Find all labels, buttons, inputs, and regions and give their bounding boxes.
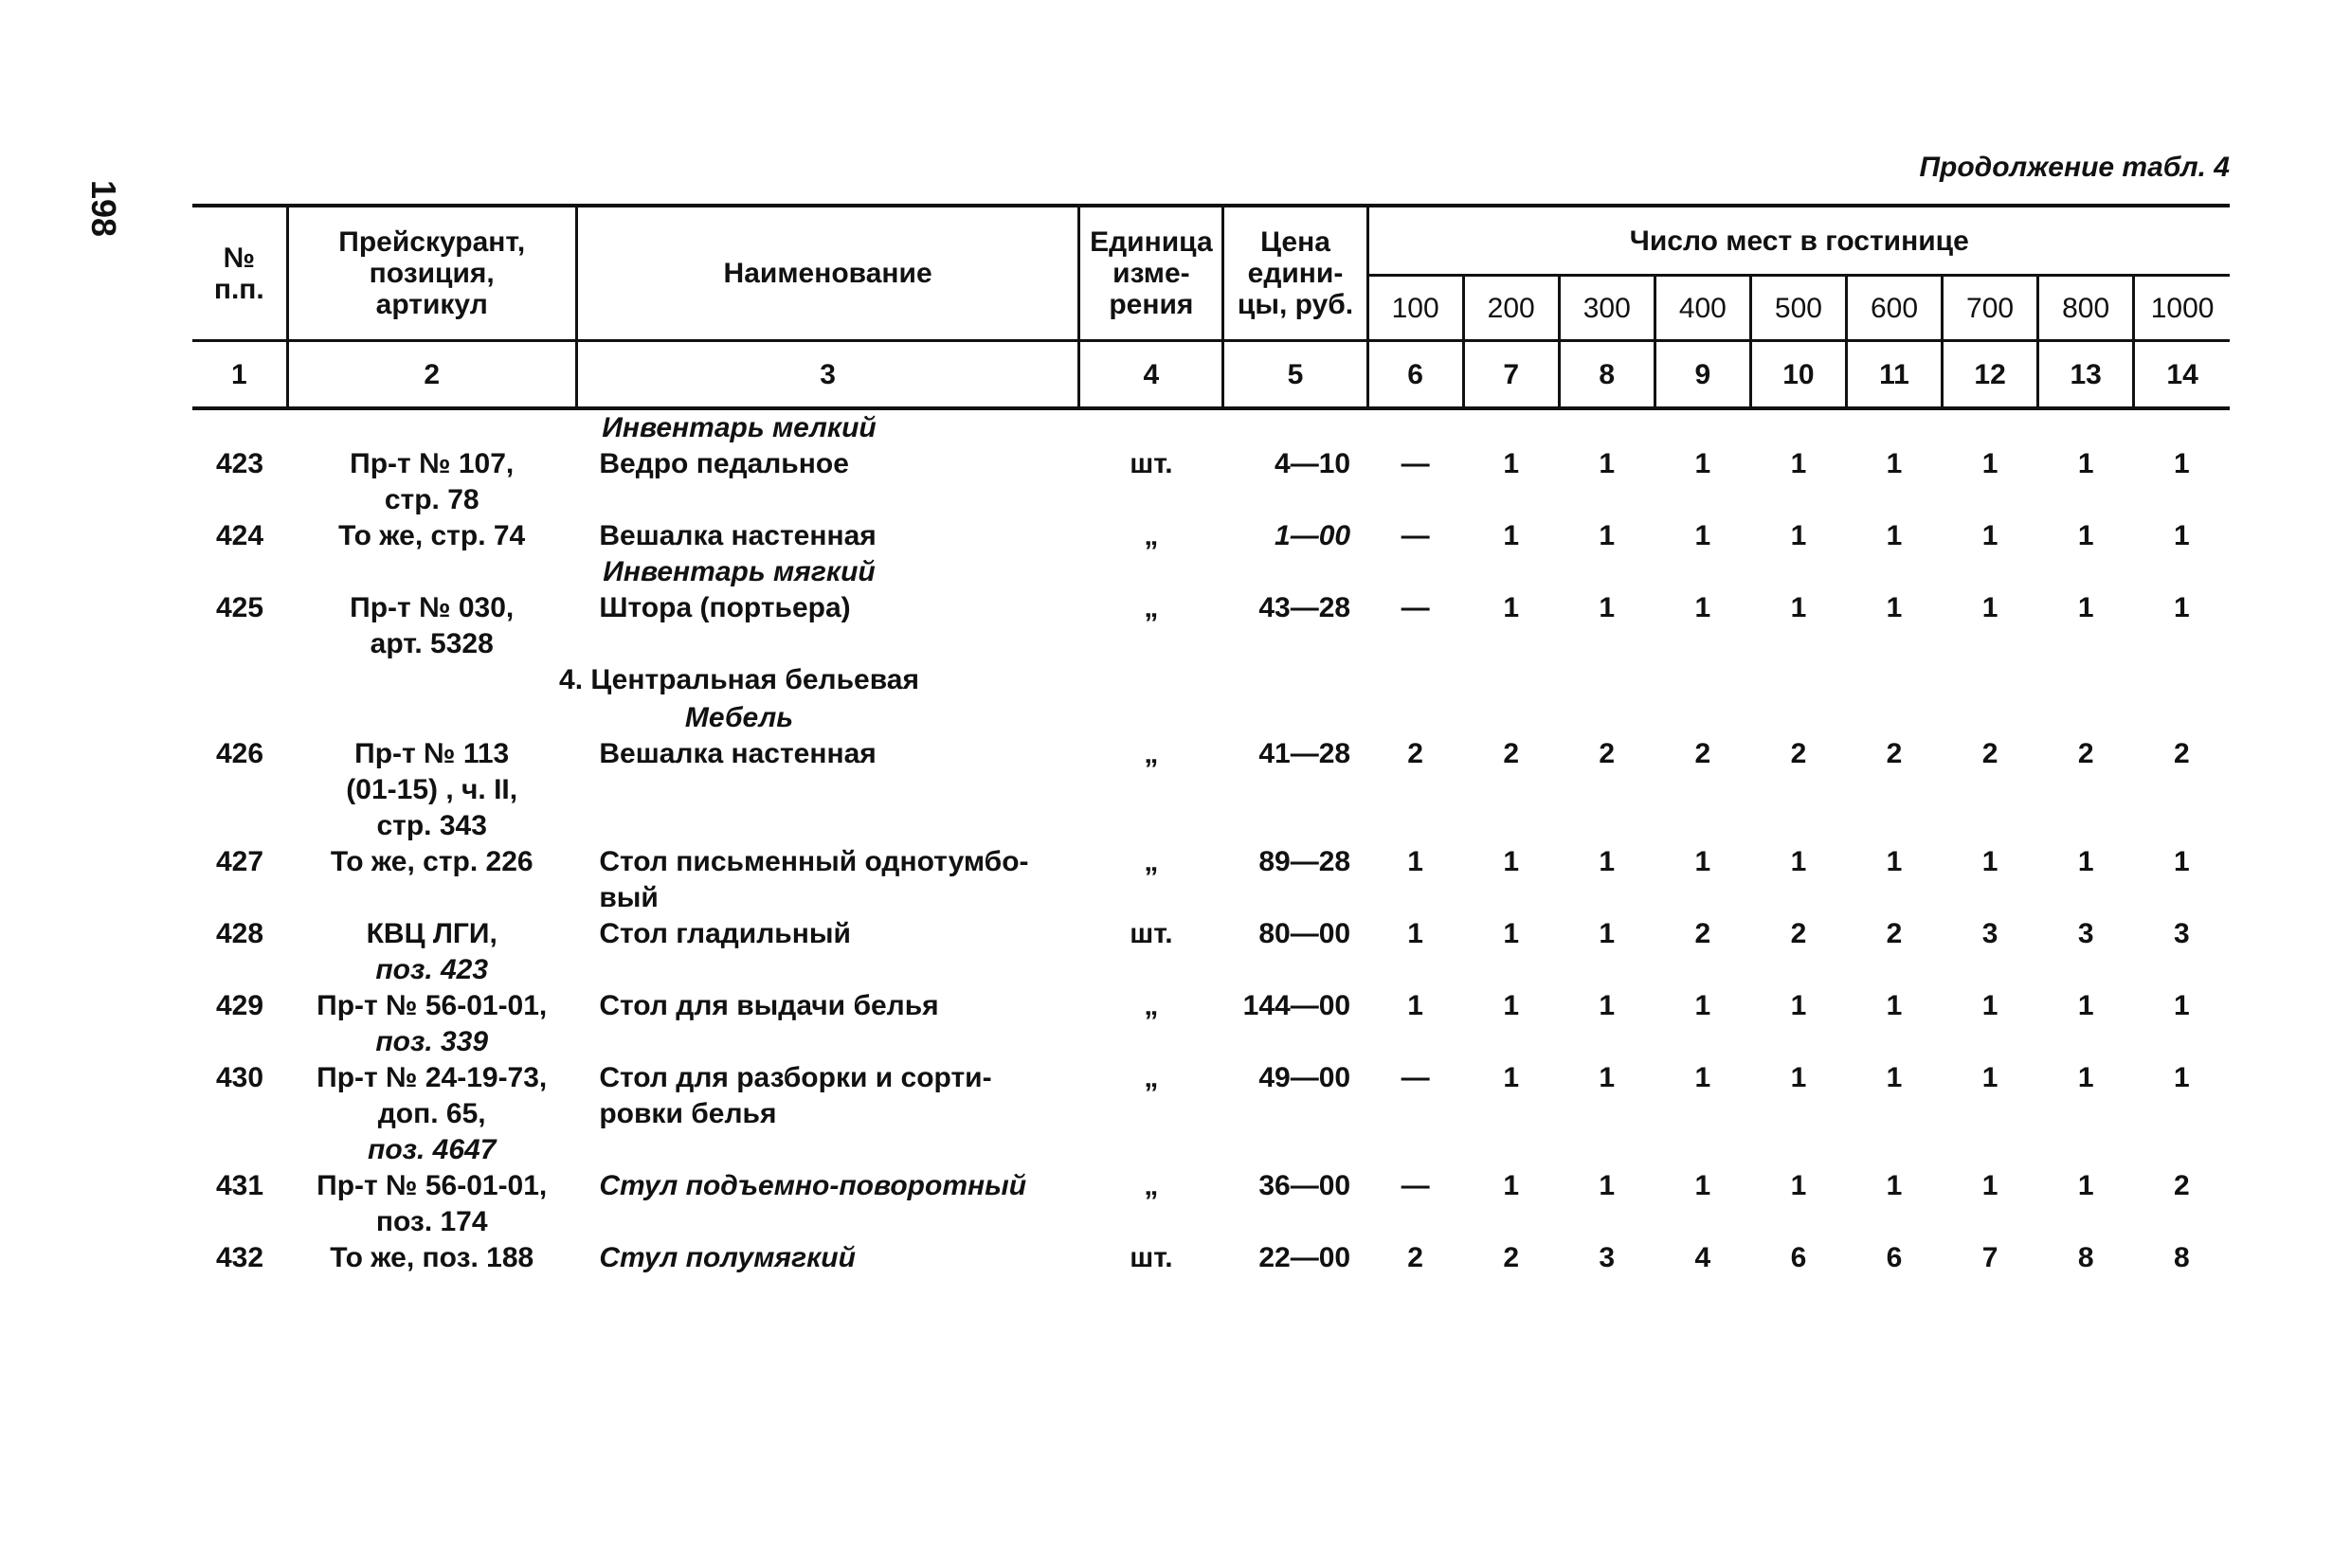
quantity-cell: 1	[2077, 1170, 2094, 1201]
table-row	[192, 988, 2230, 1060]
section-heading: Инвентарь мелкий	[602, 412, 877, 443]
quantity-cell: 1	[2174, 990, 2190, 1021]
quantity-cell: 2	[1886, 738, 1903, 769]
column-number: 6	[1367, 341, 1463, 409]
section-heading: 4. Центральная бельевая	[559, 664, 919, 695]
column-number: 9	[1655, 341, 1750, 409]
quantity-cell: 1	[1981, 520, 1998, 551]
unit-of-measure: „	[1144, 592, 1159, 623]
quantity-cell: 1	[2077, 448, 2094, 479]
quantity-cell: 1	[1886, 520, 1903, 551]
header-unit: Единица изме- рения	[1079, 206, 1223, 341]
header-capacity: 200	[1463, 276, 1559, 341]
quantity-cell: 2	[1790, 918, 1807, 949]
column-number: 13	[2038, 341, 2134, 409]
column-number: 5	[1223, 341, 1367, 409]
header-capacity: 600	[1846, 276, 1942, 341]
quantity-cell: 2	[1694, 738, 1711, 769]
item-name: Стул полумягкий	[599, 1242, 856, 1273]
quantity-cell: 1	[1503, 1062, 1520, 1093]
quantity-cell: 1	[1503, 1170, 1520, 1201]
unit-price: 1—00	[1275, 520, 1351, 551]
quantity-cell: 2	[1886, 918, 1903, 949]
item-name: Ведро педальное	[599, 448, 849, 479]
table-row	[192, 1168, 2230, 1240]
quantity-cell: 1	[1599, 846, 1616, 877]
unit-of-measure: „	[1144, 738, 1159, 769]
row-number: 430	[216, 1062, 264, 1093]
quantity-cell: 1	[1407, 846, 1423, 877]
row-number: 428	[216, 918, 264, 949]
quantity-cell: 2	[1503, 738, 1520, 769]
unit-price: 144—00	[1242, 990, 1351, 1021]
quantity-cell: 1	[1886, 1062, 1903, 1093]
column-number: 14	[2134, 341, 2230, 409]
item-name: Стол для выдачи белья	[599, 990, 939, 1021]
header-capacity: 1000	[2134, 276, 2230, 341]
quantity-cell: 1	[1694, 846, 1711, 877]
unit-of-measure: „	[1144, 520, 1159, 551]
quantity-cell: 1	[1981, 1062, 1998, 1093]
price-list-reference: Пр-т № 113 (01-15) , ч. II, стр. 343	[346, 738, 518, 841]
header-capacity: 100	[1367, 276, 1463, 341]
unit-of-measure: шт.	[1130, 1242, 1173, 1273]
price-list-reference: КВЦ ЛГИ, поз. 423	[366, 918, 497, 985]
item-name: Стол для разборки и сорти- ровки белья	[599, 1062, 992, 1129]
table-row	[192, 916, 2230, 988]
quantity-cell: 1	[1503, 520, 1520, 551]
quantity-cell: 2	[2077, 738, 2094, 769]
quantity-cell: 2	[1407, 1242, 1423, 1273]
quantity-cell: 2	[2174, 738, 2190, 769]
quantity-cell: 1	[1694, 1170, 1711, 1201]
quantity-cell: 1	[1981, 592, 1998, 623]
item-name: Стул подъемно-поворотный	[599, 1170, 1027, 1201]
quantity-cell: 8	[2077, 1242, 2094, 1273]
quantity-cell: 1	[1407, 918, 1423, 949]
quantity-cell: 1	[1790, 846, 1807, 877]
header-name: Наименование	[576, 206, 1078, 341]
item-name: Штора (портьера)	[599, 592, 851, 623]
row-number: 425	[216, 592, 264, 623]
item-name: Стол письменный однотумбо- вый	[599, 846, 1029, 913]
quantity-cell: 2	[2174, 1170, 2190, 1201]
quantity-cell: 1	[2077, 990, 2094, 1021]
unit-price: 89—28	[1258, 846, 1351, 877]
quantity-cell: 1	[1790, 592, 1807, 623]
quantity-cell: 1	[1981, 990, 1998, 1021]
item-name: Стол гладильный	[599, 918, 851, 949]
column-number: 8	[1559, 341, 1655, 409]
quantity-cell: 1	[1790, 1170, 1807, 1201]
quantity-cell: 1	[1599, 520, 1616, 551]
quantity-cell: 1	[1981, 448, 1998, 479]
quantity-cell: 2	[1694, 918, 1711, 949]
column-number: 10	[1750, 341, 1846, 409]
quantity-cell: 6	[1886, 1242, 1903, 1273]
section-heading: Мебель	[684, 702, 794, 733]
header-price-list: Прейскурант, позиция, артикул	[287, 206, 576, 341]
header-capacity: 800	[2038, 276, 2134, 341]
quantity-cell: 1	[2077, 1062, 2094, 1093]
table-continuation-label: Продолжение табл. 4	[1919, 152, 2230, 183]
quantity-cell: 1	[2077, 846, 2094, 877]
section-heading: Инвентарь мягкий	[603, 556, 876, 587]
item-name: Вешалка настенная	[599, 738, 877, 769]
quantity-cell: 3	[2077, 918, 2094, 949]
quantity-cell: 1	[1981, 846, 1998, 877]
quantity-cell: 1	[1694, 1062, 1711, 1093]
price-list-reference: Пр-т № 107, стр. 78	[350, 448, 515, 515]
header-number: № п.п.	[192, 206, 287, 341]
column-number: 2	[287, 341, 576, 409]
quantity-cell: 6	[1790, 1242, 1807, 1273]
quantity-cell: 2	[1503, 1242, 1520, 1273]
header-capacity: 500	[1750, 276, 1846, 341]
column-number: 11	[1846, 341, 1942, 409]
unit-of-measure: „	[1144, 1062, 1159, 1093]
row-number: 427	[216, 846, 264, 877]
quantity-cell: —	[1401, 448, 1430, 479]
unit-price: 49—00	[1258, 1062, 1351, 1093]
quantity-cell: 1	[1694, 520, 1711, 551]
item-name: Вешалка настенная	[599, 520, 877, 551]
table-row	[192, 446, 2230, 518]
unit-price: 36—00	[1258, 1170, 1351, 1201]
quantity-cell: 1	[1503, 846, 1520, 877]
quantity-cell: 1	[1599, 448, 1616, 479]
price-list-reference: То же, стр. 226	[330, 846, 533, 877]
price-list-reference: Пр-т № 24-19-73, доп. 65, поз. 4647	[316, 1062, 548, 1165]
unit-of-measure: шт.	[1130, 448, 1173, 479]
quantity-cell: 1	[2174, 846, 2190, 877]
quantity-cell: 3	[2174, 918, 2190, 949]
price-list-reference: То же, стр. 74	[338, 520, 526, 551]
quantity-cell: 1	[1503, 990, 1520, 1021]
header-capacity: 400	[1655, 276, 1750, 341]
unit-of-measure: „	[1144, 990, 1159, 1021]
unit-price: 43—28	[1258, 592, 1351, 623]
quantity-cell: 1	[1790, 520, 1807, 551]
unit-of-measure: „	[1144, 1170, 1159, 1201]
table-body	[192, 408, 2230, 1276]
unit-of-measure: шт.	[1130, 918, 1173, 949]
quantity-cell: 1	[1886, 846, 1903, 877]
quantity-cell: 2	[1407, 738, 1423, 769]
quantity-cell: 1	[1599, 990, 1616, 1021]
quantity-cell: 1	[1694, 990, 1711, 1021]
quantity-cell: 1	[2077, 520, 2094, 551]
row-number: 424	[216, 520, 264, 551]
column-number: 4	[1079, 341, 1223, 409]
quantity-cell: 2	[1790, 738, 1807, 769]
quantity-cell: 1	[1599, 592, 1616, 623]
header-capacity-group: Число мест в гостинице	[1367, 206, 2230, 276]
table-row	[192, 844, 2230, 916]
quantity-cell: 1	[2174, 448, 2190, 479]
quantity-cell: 1	[1599, 918, 1616, 949]
quantity-cell: 1	[1694, 448, 1711, 479]
quantity-cell: —	[1401, 1170, 1430, 1201]
quantity-cell: —	[1401, 592, 1430, 623]
quantity-cell: 1	[1886, 990, 1903, 1021]
section-heading-row	[192, 408, 2230, 446]
row-number: 423	[216, 448, 264, 479]
quantity-cell: 1	[1599, 1062, 1616, 1093]
quantity-cell: —	[1401, 520, 1430, 551]
quantity-cell: 1	[2174, 592, 2190, 623]
section-heading-row	[192, 662, 2230, 698]
quantity-cell: 8	[2174, 1242, 2190, 1273]
quantity-cell: 1	[1886, 1170, 1903, 1201]
quantity-cell: 1	[1886, 448, 1903, 479]
table-row	[192, 1060, 2230, 1168]
quantity-cell: 1	[1503, 918, 1520, 949]
section-heading-row	[192, 554, 2230, 590]
quantity-cell: 1	[2174, 1062, 2190, 1093]
page-number: 198	[84, 180, 123, 238]
quantity-cell: 7	[1981, 1242, 1998, 1273]
table-row	[192, 736, 2230, 844]
equipment-table	[192, 204, 2230, 1276]
row-number: 432	[216, 1242, 264, 1273]
quantity-cell: 3	[1599, 1242, 1616, 1273]
quantity-cell: 2	[1981, 738, 1998, 769]
section-heading-row	[192, 698, 2230, 736]
quantity-cell: 1	[1503, 592, 1520, 623]
price-list-reference: Пр-т № 030, арт. 5328	[350, 592, 515, 659]
price-list-reference: Пр-т № 56-01-01, поз. 339	[316, 990, 548, 1057]
unit-price: 22—00	[1258, 1242, 1351, 1273]
column-number: 12	[1943, 341, 2038, 409]
table-row	[192, 590, 2230, 662]
quantity-cell: 1	[2077, 592, 2094, 623]
quantity-cell: 2	[1599, 738, 1616, 769]
quantity-cell: —	[1401, 1062, 1430, 1093]
quantity-cell: 1	[1503, 448, 1520, 479]
price-list-reference: Пр-т № 56-01-01, поз. 174	[316, 1170, 548, 1237]
column-number: 3	[576, 341, 1078, 409]
column-number: 7	[1463, 341, 1559, 409]
quantity-cell: 1	[1790, 990, 1807, 1021]
header-capacity: 300	[1559, 276, 1655, 341]
table-row	[192, 1240, 2230, 1276]
quantity-cell: 4	[1694, 1242, 1711, 1273]
row-number: 431	[216, 1170, 264, 1201]
price-list-reference: То же, поз. 188	[330, 1242, 534, 1273]
table-row	[192, 518, 2230, 554]
quantity-cell: 1	[1981, 1170, 1998, 1201]
quantity-cell: 3	[1981, 918, 1998, 949]
column-number: 1	[192, 341, 287, 409]
quantity-cell: 1	[1886, 592, 1903, 623]
header-capacity: 700	[1943, 276, 2038, 341]
header-price: Цена едини- цы, руб.	[1223, 206, 1367, 341]
quantity-cell: 1	[1790, 448, 1807, 479]
quantity-cell: 1	[1599, 1170, 1616, 1201]
quantity-cell: 1	[1790, 1062, 1807, 1093]
unit-of-measure: „	[1144, 846, 1159, 877]
unit-price: 80—00	[1258, 918, 1351, 949]
row-number: 429	[216, 990, 264, 1021]
quantity-cell: 1	[1407, 990, 1423, 1021]
row-number: 426	[216, 738, 264, 769]
quantity-cell: 1	[2174, 520, 2190, 551]
unit-price: 4—10	[1275, 448, 1351, 479]
quantity-cell: 1	[1694, 592, 1711, 623]
unit-price: 41—28	[1258, 738, 1351, 769]
